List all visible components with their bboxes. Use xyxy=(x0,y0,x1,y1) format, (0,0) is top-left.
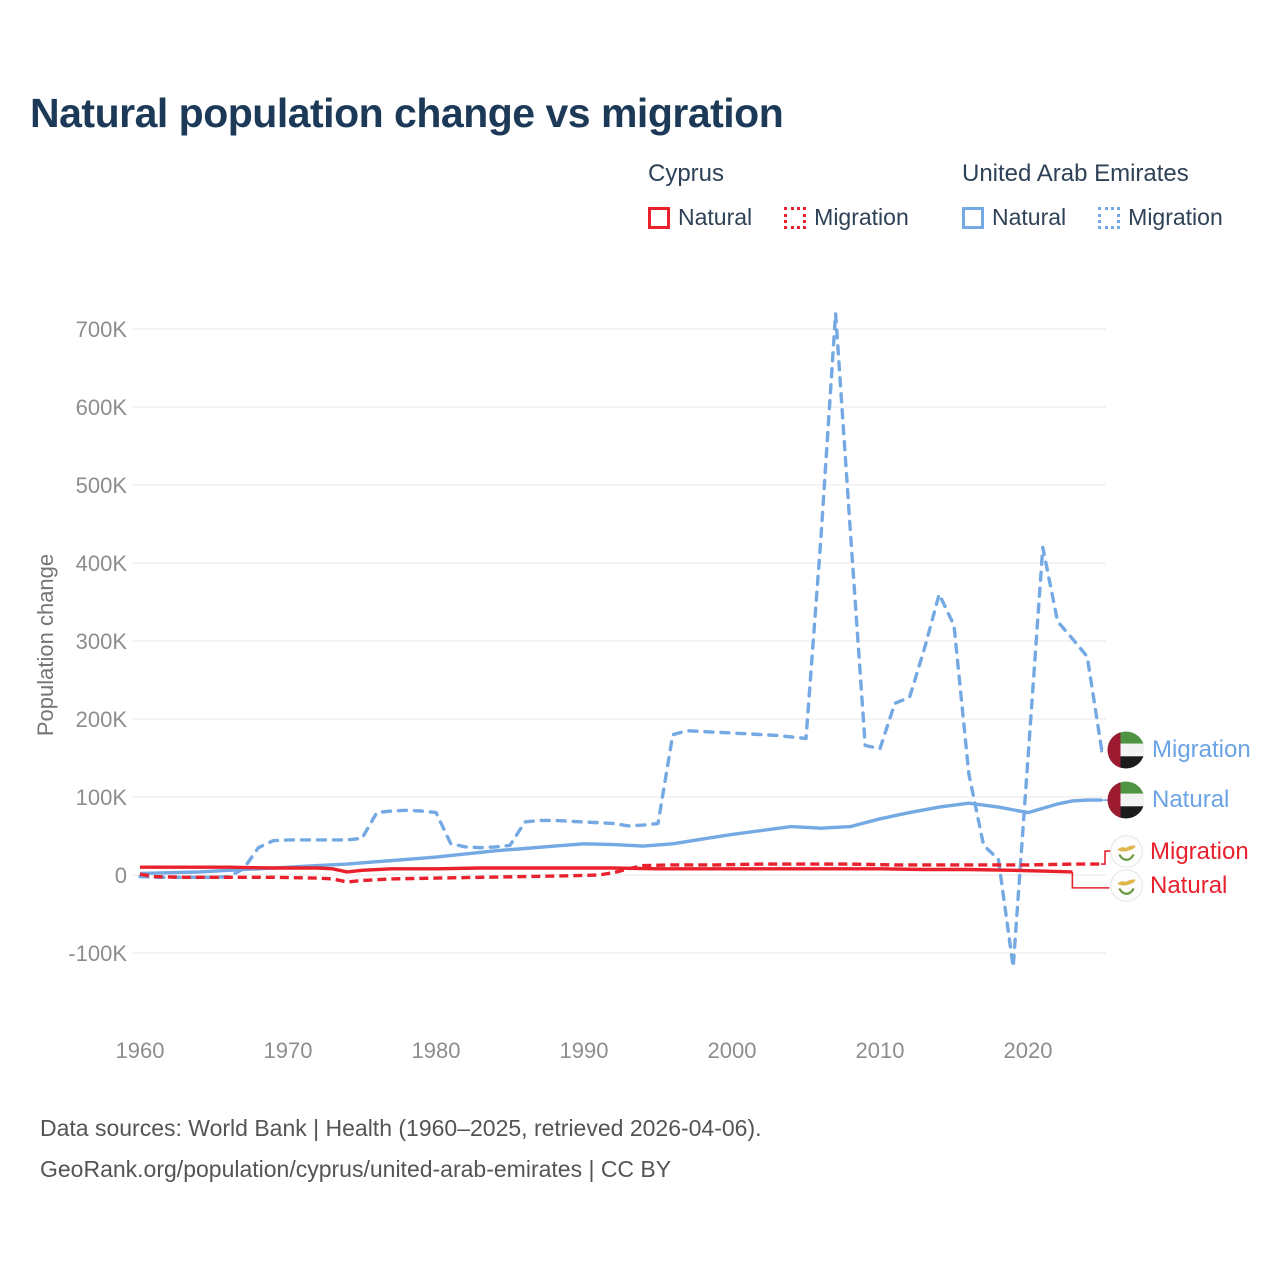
series-connector xyxy=(1072,872,1109,888)
legend-item-label: Migration xyxy=(814,204,909,230)
y-tick-label: 400K xyxy=(75,551,127,576)
series-connector xyxy=(1100,751,1107,752)
cyprus-flag-icon xyxy=(1110,835,1143,868)
y-tick-label: 700K xyxy=(75,317,127,342)
series-end-label-uae-migration xyxy=(1107,731,1251,769)
series-end-label-text: Migration xyxy=(1150,837,1249,865)
uae-flag-icon xyxy=(1107,781,1145,819)
series-end-label-cyprus-natural xyxy=(1110,869,1227,902)
series-end-label-uae-natural xyxy=(1107,781,1229,819)
y-tick-label: 600K xyxy=(75,395,127,420)
series-end-label-text: Natural xyxy=(1150,871,1228,899)
legend-item-label: Natural xyxy=(992,204,1067,230)
footer xyxy=(40,1108,762,1190)
y-tick-label: -100K xyxy=(68,941,127,966)
footer-url-line: GeoRank.org/population/cyprus/united-arab-emirates | CC BY xyxy=(40,1156,672,1182)
y-tick-label: 300K xyxy=(75,629,127,654)
footer-source-line: Data sources: World Bank | Health (1960–2025, retrieved 2026-04-06). xyxy=(40,1115,762,1141)
legend-item-label: Migration xyxy=(1128,204,1223,230)
legend-country-label: Cyprus xyxy=(648,160,725,187)
series-end-label-cyprus-migration xyxy=(1110,835,1249,868)
y-tick-label: 0 xyxy=(114,863,127,888)
series-end-label-text: Migration xyxy=(1152,736,1251,763)
x-tick-label: 2000 xyxy=(707,1038,757,1063)
y-axis-title: Population change xyxy=(33,553,58,737)
legend-country-label: United Arab Emirates xyxy=(962,160,1189,187)
series-line-united-arab-emirates-natural xyxy=(140,800,1102,873)
y-tick-label: 500K xyxy=(75,473,127,498)
y-tick-label: 200K xyxy=(75,707,127,732)
x-tick-label: 1990 xyxy=(559,1038,609,1063)
y-tick-label: 100K xyxy=(75,785,127,810)
legend-item-label: Natural xyxy=(678,204,753,230)
x-tick-label: 1970 xyxy=(263,1038,313,1063)
x-tick-label: 2010 xyxy=(855,1038,905,1063)
x-tick-label: 1980 xyxy=(411,1038,461,1063)
cyprus-flag-icon xyxy=(1110,869,1143,902)
series-end-label-text: Natural xyxy=(1152,786,1230,813)
series-line-cyprus-natural xyxy=(140,867,1072,872)
uae-flag-icon xyxy=(1107,731,1145,769)
x-tick-label: 2020 xyxy=(1003,1038,1053,1063)
x-tick-label: 1960 xyxy=(115,1038,165,1063)
page-title: Natural population change vs migration xyxy=(30,90,784,136)
